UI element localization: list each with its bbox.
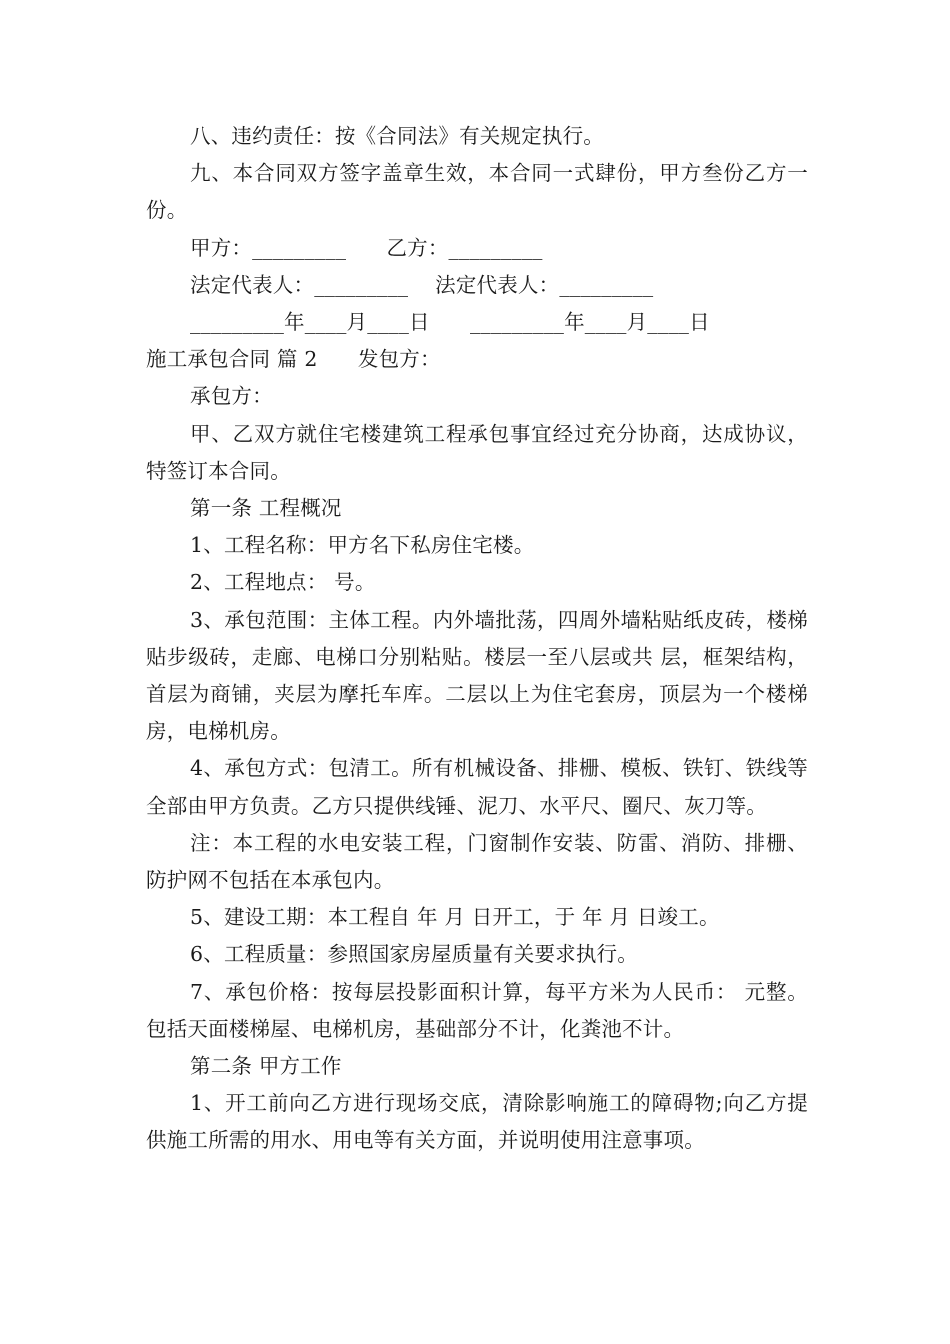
project-name-item: 1、工程名称：甲方名下私房住宅楼。 xyxy=(190,533,535,558)
project-scope-item: 3、承包范围：主体工程。内外墙批荡，四周外墙粘贴纸皮砖，楼梯贴步级砖，走廊、电梯口分别粘贴。楼层一至八层或共 层，框架结构，首层为商铺，夹层为摩托车库。二层以上为住宅套房，顶层为一个楼梯房，电梯机房。 xyxy=(146,607,808,744)
clause-breach-liability: 八、违约责任：按《合同法》有关规定执行。 xyxy=(190,124,604,148)
signature-parties-line: 甲方：_________ 乙方：_________ xyxy=(190,235,543,260)
party-a-duty-1: 1、开工前向乙方进行现场交底，清除影响施工的障碍物;向乙方提供施工所需的用水、用电等有关方面，并说明使用注意事项。 xyxy=(146,1091,808,1153)
construction-period-item: 5、建设工期：本工程自 年 月 日开工，于 年 月 日竣工。 xyxy=(190,905,720,930)
article-1-heading: 第一条 工程概况 xyxy=(190,496,342,521)
contract-method-item: 4、承包方式：包清工。所有机械设备、排栅、模板、铁钉、铁线等全部由甲方负责。乙方只提供线锤、泥刀、水平尺、圈尺、灰刀等。 xyxy=(146,756,808,818)
clause-effectiveness: 九、本合同双方签字盖章生效，本合同一式肆份，甲方叁份乙方一份。 xyxy=(146,161,808,223)
exclusions-note: 注：本工程的水电安装工程，门窗制作安装、防雷、消防、排栅、防护网不包括在本承包内。 xyxy=(146,830,808,893)
contractor-label: 承包方： xyxy=(190,384,273,409)
signature-date-line: _________年____月____日 _________年____月____日 xyxy=(190,310,710,335)
signature-representatives-line: 法定代表人：_________ 法定代表人：_________ xyxy=(190,272,654,297)
article-2-heading: 第二条 甲方工作 xyxy=(190,1054,342,1079)
document-body xyxy=(146,118,808,1160)
contract-preamble: 甲、乙双方就住宅楼建筑工程承包事宜经过充分协商，达成协议，特签订本合同。 xyxy=(146,421,808,483)
quality-item: 6、工程质量：参照国家房屋质量有关要求执行。 xyxy=(190,942,638,967)
project-location-item: 2、工程地点： 号。 xyxy=(190,570,376,595)
price-item: 7、承包价格：按每层投影面积计算，每平方米为人民币： 元整。包括天面楼梯屋、电梯机房，基础部分不计，化粪池不计。 xyxy=(146,979,808,1041)
contract-heading-issuer: 施工承包合同 篇 2 发包方： xyxy=(146,347,441,372)
